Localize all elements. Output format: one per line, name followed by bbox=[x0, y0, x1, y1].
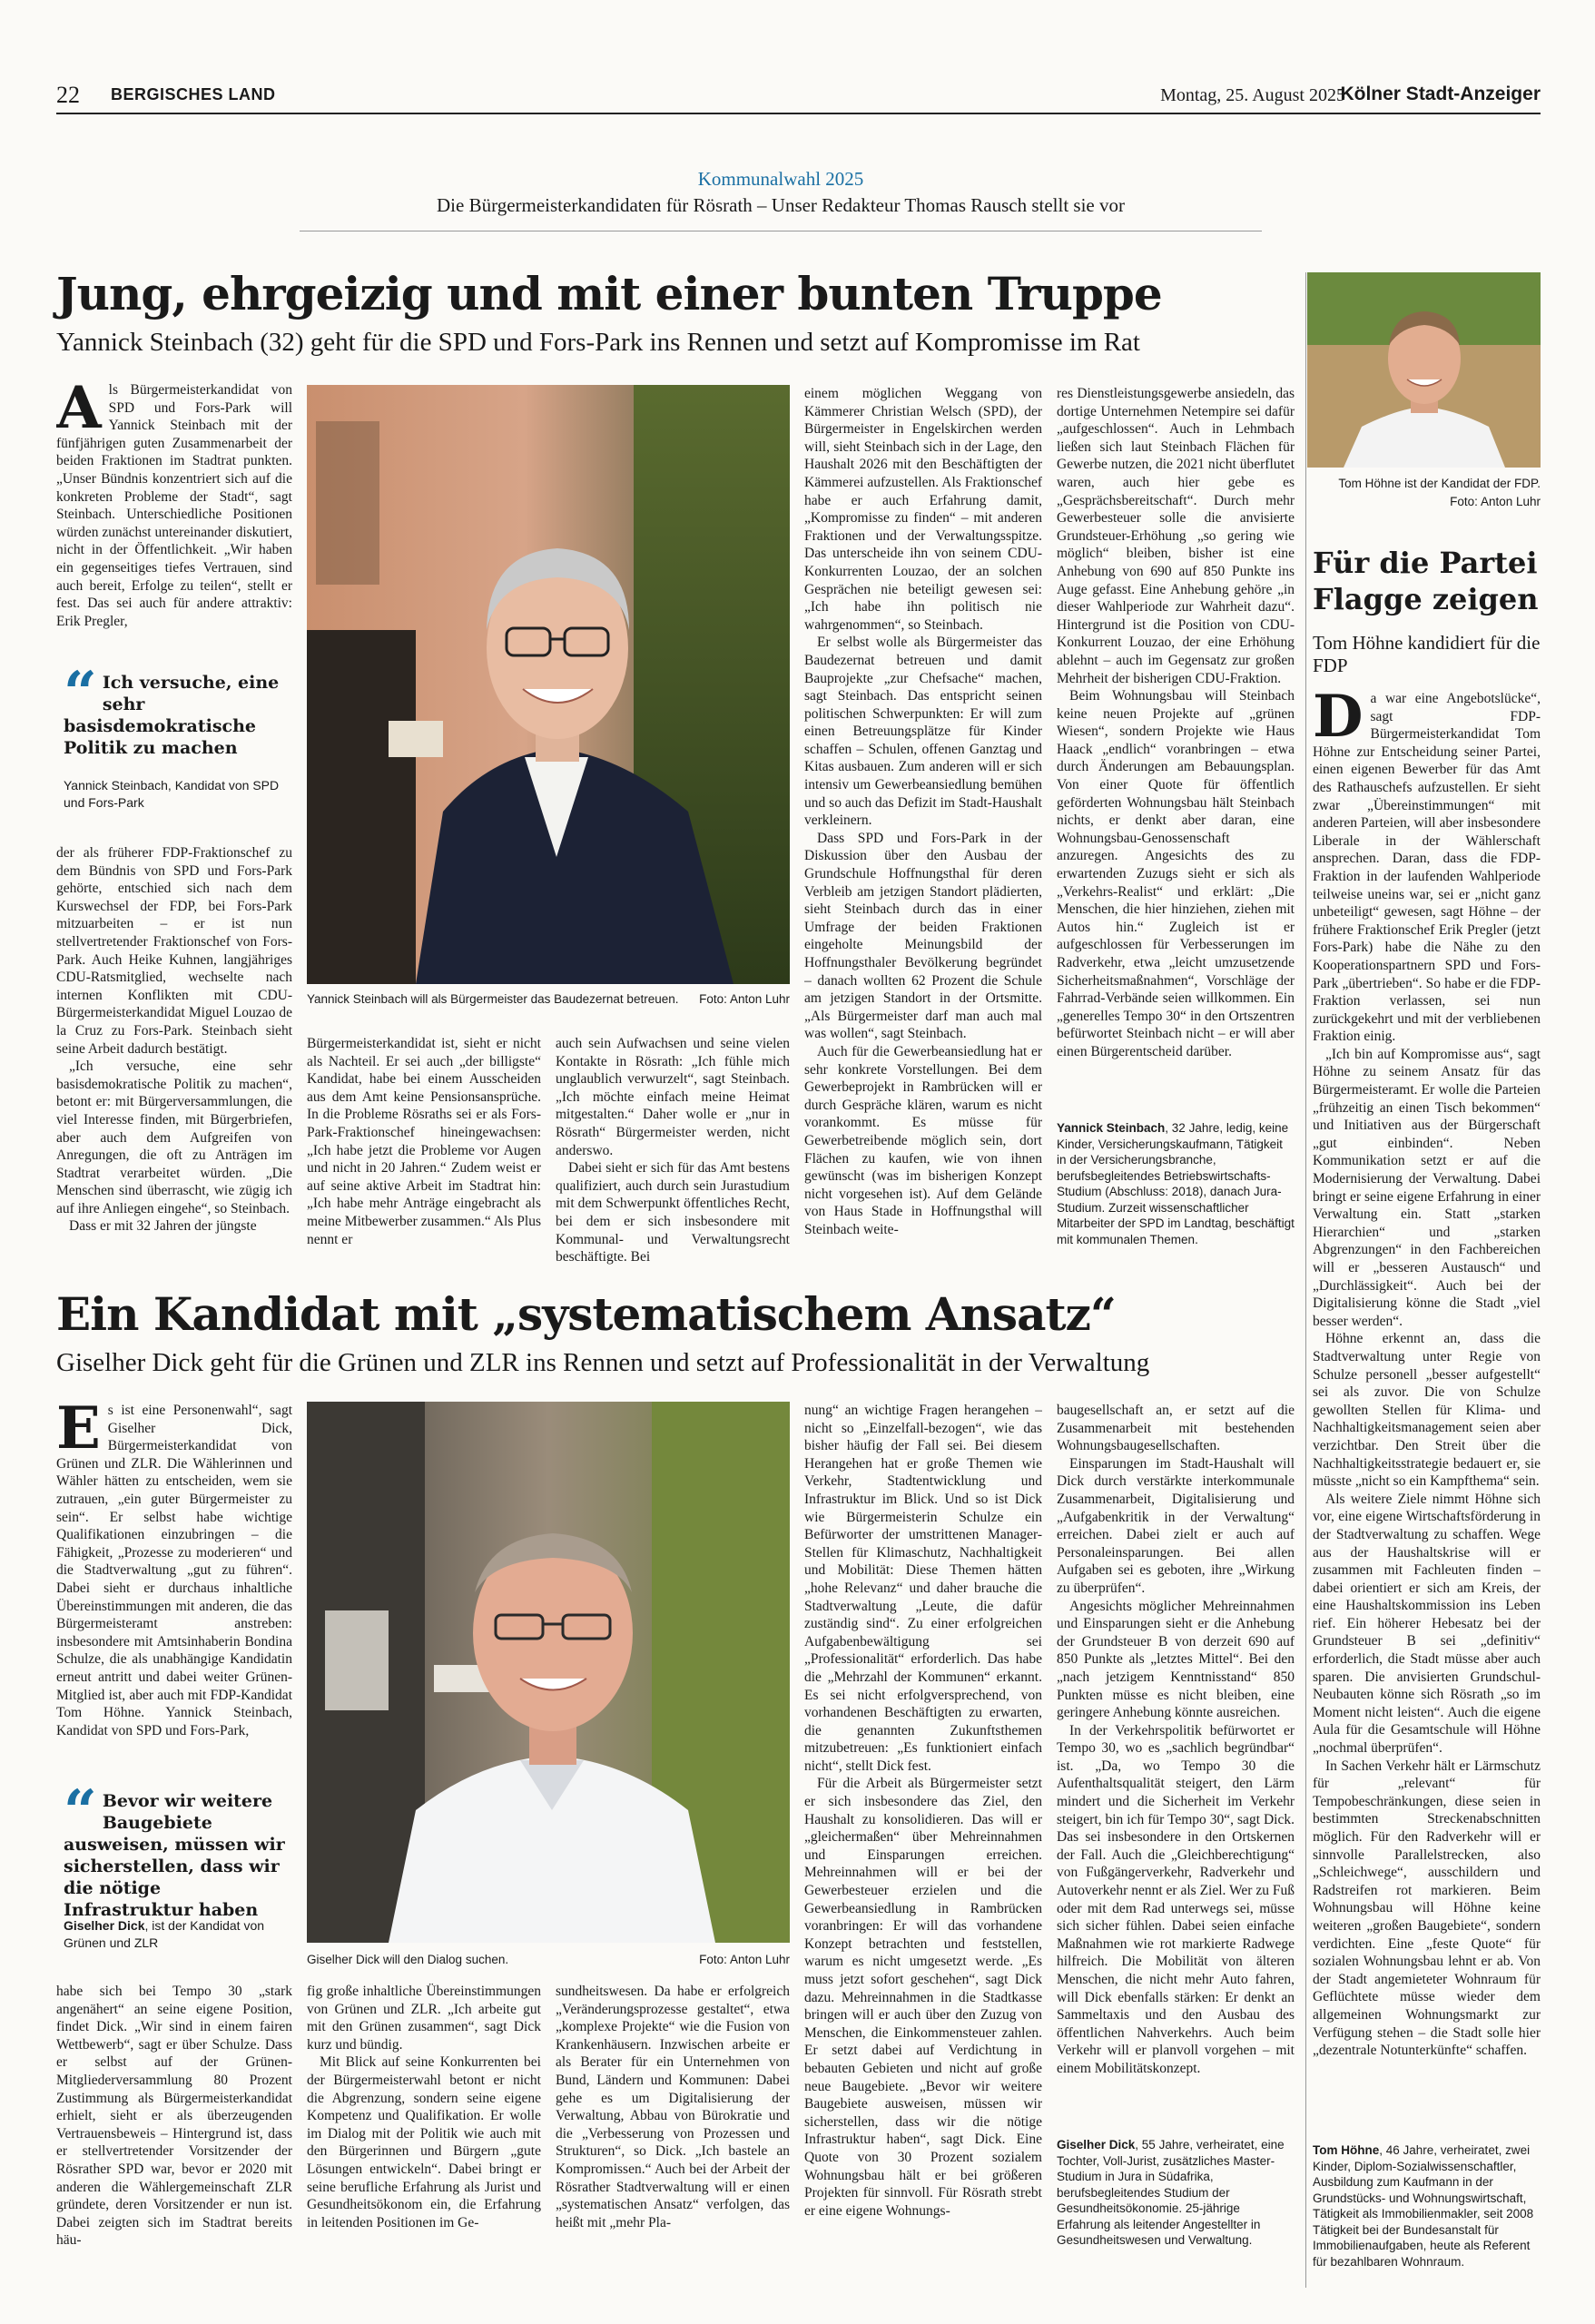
paragraph: nung“ an wichtige Fragen herangehen – nicht so „Einzelfall-bezogen“, wie das bisher häufig der Fall sei. Bei diesem Herangehen hat er große Themen wie Verkehr, Stadtentwicklung und Infrastruktur im Blick. Und so ist Dick wie Bürgermeisterin Schulze ein Befürworter der umstrittenen Manager-Stellen für Klimaschutz, Nachhaltigkeit und Mobilität: Diese Themen hätten „hohe Relevanz“ und daher brauche die Stadtverwaltung „Leute, die dafür zuständig sind“. Zu einer erfolgreichen Aufgabenbewältigung sei „Professionalität“ erforderlich. Das habe die „Mehrzahl der Kommunen“ erkannt. Es sei nicht erfolgversprechend, von vorhandenen Beschäftigten zu erwarten, die genannten Zukunftsthemen mitzubetreuen: „Es funktioniert einfach nicht“, stellt Dick fest. bbox=[804, 1403, 1042, 1774]
article1-lead: ls Bürgermeisterkandidat von SPD und Fors-Park will Yannick Steinbach mit der fünfjährigen guten Zusammenarbeit der beiden Fraktionen im Stadtrat punkten. „Unser Bündnis konzentriert sich auf die konkreten Probleme der Stadt“, sagt Steinbach. Unterschiedliche Positionen würden zunächst untereinander diskutiert, nicht in der Öffentlichkeit. „Wir haben ein gegenseitiges tiefes Vertrauen, sind auch bereit, Erfolge zu teilen“, stellt er fest. Das sei auch für andere attraktiv: Erik Pregler, bbox=[56, 382, 292, 629]
paragraph: res Dienstleistungsgewerbe ansiedeln, das dortige Unternehmen Netempire sei dafür „aufgeschlossen“. Auch in Lehmbach ließen sich laut Steinbach Flächen für Gewerbe nutzen, die 2021 nicht überflutet waren, auch hier gebe es „Gesprächsbereitschaft“. Durch mehr Gewerbesteuer solle die anvisierte Grundsteuer-Erhöhung „so gering wie möglich“ bleiben, bisher ist eine Anhebung von 690 auf 850 Punkte ins Auge gefasst. Eine Anhebung gehöre „in dieser Wahlperiode zur Wahrheit dazu“. Hintergrund ist die Position von CDU-Konkurrent Louzao, der eine Erhöhung ablehnt – auch im Gegensatz zur großen Mehrheit der bisherigen CDU-Fraktion. bbox=[1057, 386, 1295, 686]
sidebar-body bbox=[1313, 690, 1541, 2133]
sidebar-photo-credit: Foto: Anton Luhr bbox=[1450, 495, 1541, 508]
bio-name: Tom Höhne bbox=[1313, 2143, 1380, 2157]
paragraph: baugesellschaft an, er setzt auf die Zusammenarbeit mit bestehenden Wohnungsbaugesellschaften. bbox=[1057, 1403, 1295, 1454]
sidebar-photo-caption: Tom Höhne ist der Kandidat der FDP. bbox=[1338, 477, 1541, 490]
paragraph: Einsparungen im Stadt-Haushalt will Dick durch verstärkte interkommunale Zusammenarbeit, Digitalisierung und „Aufgabenkritik in der Verwaltung“ erreichen. Dabei zielt er auch auf Personaleinsparungen. Bei allen Aufgaben sei es geboten, ihre „Wirkung zu überprüfen“. bbox=[1057, 1455, 1295, 1596]
quote-attribution-name: Giselher Dick bbox=[64, 1918, 145, 1933]
article1-col4 bbox=[804, 385, 1042, 1338]
bio-name: Giselher Dick bbox=[1057, 2138, 1136, 2152]
article2-col2 bbox=[307, 1983, 541, 2273]
article1-photo-credit: Foto: Anton Luhr bbox=[699, 992, 790, 1006]
bio-text: , 55 Jahre, verheiratet, eine Tochter, Voll-Jurist, zusätzliches Master-Studium in Jura in Südafrika, berufsbegleitendes Studium der Gesundheitsökonomie. 25-jährige Erfahrung als leitender Angestellter in Gesundheitswesen und Verwaltung. bbox=[1057, 2138, 1285, 2247]
quote-mark-icon: “ bbox=[64, 659, 97, 727]
article1-col1-bottom bbox=[56, 844, 292, 1344]
paragraph: Als weitere Ziele nimmt Höhne sich vor, eine eigene Wirtschaftsförderung in der Stadtverwaltung zu schaffen. Wege aus der Haushaltskrise will er zusammen mit Fachleuten finden – dabei orientiert er sich am Kreis, der eine Haushaltskommission ins Leben rief. Ein höherer Hebesatz bei der Grundsteuer B sei „definitiv“ erforderlich, die Stadt müsse aber auch sparen. Die anvisierten Grundschul-Neubauten könne sich Rösrath „so im Moment nicht leisten“. Auch die eigene Aula für die Gesamtschule will Höhne „nochmal überprüfen“. bbox=[1313, 1491, 1541, 1757]
tom-hoehne-photo bbox=[1307, 272, 1541, 468]
sidebar-bio bbox=[1313, 2142, 1541, 2270]
paragraph: Beim Wohnungsbau will Steinbach keine neuen Projekte auf „grünen Wiesen“, sondern Projekte wie Haus Haack „endlich“ voranbringen – etwa durch Änderungen am Bebauungsplan. Von einer Quote für öffentlich geförderten Wohnungsbau hält Steinbach nichts, er denkt aber daran, eine Wohnungsbau-Genossenschaft anzuregen. Angesichts des zu erwartenden Zuzugs sieht er sich als „Verkehrs-Realist“ und erklärt: „Die Menschen, die hier hinziehen, ziehen mit Autos hin.“ Zugleich ist er aufgeschlossen für Verbesserungen im Radverkehr, etwa „leicht umzusetzende Sicherheitsmaßnahmen“, Vorschläge der Fahrrad-Verbände seien willkommen. Ein „generelles Tempo 30“ in den Ortszentren befürwortet Steinbach nicht – er will aber einen Bürgerentscheid darüber. bbox=[1057, 688, 1295, 1059]
paragraph: habe sich bei Tempo 30 „stark angenähert“ an seine eigene Position, findet Dick. „Wir sind in einem fairen Wettbewerb“, sagt er über Schulze. Dass er selbst auf der Grünen-Mitgliederversammlung 80 Prozent Zustimmung als Bürgermeisterkandidat erhielt, sieht er als überzeugenden Vertrauensbeweis – Hintergrund ist, dass er stellvertretender Vorsitzender der Rösrather SPD war, bevor er 2020 mit anderen die Wählergemeinschaft ZLR gründete, deren Vorsitzender er nun ist. Dabei zeigten sich im Stadtrat bereits häu- bbox=[56, 1984, 292, 2249]
article2-quote-attribution bbox=[64, 1917, 290, 1952]
article2-quote-text: Bevor wir weitere Baugebiete ausweisen, müssen wir sicherstellen, dass wir die nötige Infrastruktur haben bbox=[64, 1791, 285, 1920]
issue-date: Montag, 25. August 2025 bbox=[1160, 85, 1345, 105]
article1-quote-text: Ich versuche, eine sehr basisdemokratische Politik zu machen bbox=[64, 673, 280, 758]
paragraph: Auch für die Gewerbeansiedlung hat er sehr konkrete Vorstellungen. Bei dem Gewerbeprojekt in Rambrücken will er durch Gespräche klären, warum es nicht vorankommt. Es müsse für Gewerbetreibende möglich sein, dort Flächen zu kaufen, wie von ihnen gewünscht (was im bisherigen Konzept nicht vorgesehen ist). Auf dem Gelände von Haus Stade in Hoffnungsthal will Steinbach weite- bbox=[804, 1043, 1042, 1237]
kicker-title: Kommunalwahl 2025 bbox=[697, 168, 864, 190]
article2-quote bbox=[64, 1777, 290, 1921]
paragraph: In der Verkehrspolitik befürwortet er Tempo 30, wo es „sachlich begründbar“ ist. „Da, wo Tempo 30 die Aufenthaltsqualität steigert, den Lärm mindert und die Sicherheit im Verkehr steigert, bin ich für Tempo 30“, sagt Dick. Das sei insbesondere in den Ortskernen der Fall. Auch die „Gleichberechtigung“ von Fußgängerverkehr, Radverkehr und Autoverkehr nennt er als Ziel. Wer zu Fuß oder mit dem Rad unterwegs sei, müsse sich sicher fühlen. Dabei seien einfache Maßnahmen wie rot markierte Radwege hilfreich. Die Mobilität von älteren Menschen, die nicht mehr Auto fahren, will Dick ebenfalls stärken: Er denkt an Sammeltaxis und den Ausbau des öffentlichen Nahverkehrs. Auch beim Verkehr will er planvoll vorgehen – mit einem Mobilitätskonzept. bbox=[1057, 1722, 1295, 2076]
page-number: 22 bbox=[56, 82, 80, 108]
paragraph: sundheitswesen. Da habe er erfolgreich „Veränderungsprozesse gestaltet“, etwa „komplexe Projekte“ wie die Fusion von Krankenhäusern. Inzwischen arbeite er als Berater für ein Unternehmen von Bund, Ländern und Kommunen: Dabei gehe es um Digitalisierung der Verwaltung, Abbau von Bürokratie und die „Verbesserung von Prozessen und Strukturen“, so Dick. „Ich bastele an Kompromissen.“ Auch bei der Arbeit der Rösrather Stadtverwaltung will er einen „systematischen Ansatz“ verfolgen, das heißt mit „mehr Pla- bbox=[556, 1984, 790, 2230]
paragraph: In Sachen Verkehr hält er Lärmschutz für „relevant“ für Tempobeschränkungen, diese seien in bestimmten Streckenabschnitten möglich. Für den Radverkehr will er sinnvolle Parallelstrecken, also „Schleichwege“, ausschildern und Radstreifen rot markieren. Beim Wohnungsbau will Höhne keine weiteren „großen Baugebiete“, sondern verdichten. Eine „feste Quote“ für sozialen Wohnungsbau lehnt er ab. Von der Stadt angemieteter Wohnraum für Geflüchtete müsse wieder dem allgemeinen Wohnungsmarkt zur Verfügung stehen – die Stadt solle hier „dezentrale Notunterkünfte“ schaffen. bbox=[1313, 1758, 1541, 2059]
bio-text: , 46 Jahre, verheiratet, zwei Kinder, Diplom-Sozialwissenschaftler, Ausbildung zum Kaufmann in der Grundstücks- und Wohnungswirtschaft, Tätigkeit als Immobilienmakler, seit 2008 Tätigkeit bei der Bundesanstalt für Immobilienaufgaben, heute als Referent für bezahlbaren Wohnraum. bbox=[1313, 2143, 1534, 2269]
paragraph: Dass SPD und Fors-Park in der Diskussion über den Ausbau der Grundschule Hoffnungsthal für deren Verbleib am jetzigen Standort plädierten, sieht Steinbach durch das in einer Umfrage der beiden Fraktionen eingeholte Meinungsbild der Hoffnungsthaler Bevölkerung begründet – danach wollten 62 Prozent die Schule am jetzigen Standort in der Ortsmitte. „Als Bürgermeister darf man auch mal was wollen“, sagt Steinbach. bbox=[804, 830, 1042, 1042]
quote-attribution-text: , ist der Kandidat von Grünen und ZLR bbox=[64, 1918, 265, 1950]
sidebar-dropcap: D bbox=[1313, 690, 1364, 751]
sidebar-headline: Für die Partei Flagge zeigen bbox=[1313, 546, 1539, 616]
paragraph: „Ich bin auf Kompromisse aus“, sagt Höhne zu seinem Ansatz für das Bürgermeisteramt. Er wolle die Parteien „frühzeitig an einen Tisch bekommen“ und Initiativen aus der Bürgerschaft „gut einbinden“. Neben Kommunikation setzt er auf die Modernisierung der Verwaltung. Dabei bringt er seine eigene Erfahrung in einer Verwaltung ein. Statt „starken Hierarchien“ und „starken Abgrenzungen“ in den Fachbereichen will er „besseren Austausch“ und „Durchlässigkeit“. Auch bei der Digitalisierung könne die Stadt „viel besser werden“. bbox=[1313, 1046, 1541, 1329]
article2-bio bbox=[1057, 2137, 1295, 2249]
paragraph bbox=[1313, 690, 1541, 1046]
kicker-subtitle: Die Bürgermeisterkandidaten für Rösrath – Unser Redakteur Thomas Rausch stellt sie vor bbox=[437, 194, 1125, 216]
article2-lead: s ist eine Personenwahl“, sagt Giselher Dick, Bürgermeisterkandidat von Grünen und ZLR. Die Wählerinnen und Wähler hätten zu entscheiden, wem sie zutrauen, „ein guter Bürgermeister zu sein“. Er selbst habe wichtige Qualifikationen einzubringen – die Fähigkeit, „Prozesse zu moderieren“ und die Stadtverwaltung „gut zu führen“. Dabei sieht er durchaus inhaltliche Übereinstimmungen mit anderen, die das Bürgermeisteramt anstreben: insbesondere mit Amtsinhaberin Bondina Schulze, die als unabhängige Kandidatin erneut antritt und dabei weiter Grünen-Mitglied ist, aber auch mit FDP-Kandidat Tom Höhne. Yannick Steinbach, Kandidat von SPD und Fors-Park, bbox=[56, 1403, 292, 1738]
page-header bbox=[56, 78, 1541, 114]
quote-mark-icon: “ bbox=[64, 1777, 97, 1846]
article2-subhead: Giselher Dick geht für die Grünen und ZLR ins Rennen und setzt auf Professionalität in der Verwaltung bbox=[56, 1348, 1150, 1377]
article2-col1-bottom bbox=[56, 1983, 292, 2273]
article1-quote-attribution: Yannick Steinbach, Kandidat von SPD und Fors-Park bbox=[64, 778, 280, 810]
article2-col5 bbox=[1057, 1402, 1295, 2128]
section-name: BERGISCHES LAND bbox=[111, 85, 276, 103]
article1-headline: Jung, ehrgeizig und mit einer bunten Truppe bbox=[56, 267, 1162, 320]
bio-text: , 32 Jahre, ledig, keine Kinder, Versicherungskaufmann, Tätigkeit in der Versicherungsbranche, berufsbegleitendes Betriebswirtschafts-Studium (Abschluss: 2018), danach Jura-Studium. Zurzeit wissenschaftlicher Mitarbeiter der SPD im Landtag, beschäftigt mit kommunalen Themen. bbox=[1057, 1121, 1295, 1246]
article1-col1-top bbox=[56, 381, 292, 645]
paragraph: Bürgermeisterkandidat ist, sieht er nicht als Nachteil. Er sei auch „der billigste“ Kandidat, habe bei einem Ausscheiden aus dem Amt keine Pensionsansprüche. In die Probleme Rösraths sei er als Fors-Park-Fraktionschef hineingewachsen: „Ich habe jetzt die Probleme vor Augen und nicht in 20 Jahren.“ Zudem weist er auf seine aktive Arbeit im Stadtrat hin: „Ich habe mehr Anträge eingebracht als meine Mitbewerber zusammen.“ Als Plus nennt er bbox=[307, 1036, 541, 1247]
giselher-dick-photo bbox=[307, 1402, 790, 1943]
paragraph: Dabei sieht er sich für das Amt bestens qualifiziert, auch durch sein Jurastudium mit dem Schwerpunkt öffentliches Recht, bei dem er sich insbesondere mit Kommunal- und Verwaltungsrecht beschäftigte. Bei bbox=[556, 1160, 790, 1265]
article1-subhead: Yannick Steinbach (32) geht für die SPD und Fors-Park ins Rennen und setzt auf Kompromisse im Rat bbox=[56, 328, 1140, 357]
article2-headline: Ein Kandidat mit „systematischem Ansatz“ bbox=[56, 1287, 1116, 1341]
paragraph: Mit Blick auf seine Konkurrenten bei der Bürgermeisterwahl betont er nicht die Abgrenzung, sondern seine eigene Kompetenz und Qualifikation. Er wolle im Dialog mit der Politik wie auch mit den Bürgerinnen und Bürgern „gute Lösungen entwickeln“. Dabei bringt er seine berufliche Erfahrung als Jurist und Gesundheitsökonom ein, die Erfahrung in leitenden Positionen im Ge- bbox=[307, 2054, 541, 2230]
article2-col1-top bbox=[56, 1402, 292, 1792]
article2-photo-credit: Foto: Anton Luhr bbox=[699, 1953, 790, 1966]
paragraph: Für die Arbeit als Bürgermeister setzt er sich insbesondere das Ziel, den Haushalt zu konsolidieren. Das will er „gleichermaßen“ über Mehreinnahmen und Einsparungen erreichen. Mehreinnahmen will er bei der Gewerbesteuer erzielen und die Gewerbeansiedlung in Rambrücken voranbringen: Er will das vorhandene Konzept betrachten und feststellen, warum es nicht umgesetzt werde. „Es muss jetzt sofort geschehen“, sagt Dick dazu. Mehreinnahmen in die Stadtkasse bringen will er auch über den Zuzug von Menschen, die Einkommensteuer zahlen. Er setzt dabei auf Verdichtung in bebauten Gebieten und nicht auf große neue Baugebiete. „Bevor wir weitere Baugebiete ausweisen, müssen wir sicherstellen, dass wir die nötige Infrastruktur haben“, sagt Dick. Eine Quote von 30 Prozent sozialem Wohnungsbau hält er bei größeren Projekten für sinnvoll. Für Rösrath strebt er eine eigene Wohnungs- bbox=[804, 1776, 1042, 2219]
sidebar-lead: a war eine Angebotslücke“, sagt FDP-Bürgermeisterkandidat Tom Höhne zur Entscheidung seiner Partei, einen eigenen Bewerber für das Amt des Rathauschefs aufzustellen. Er sieht zwar „Übereinstimmungen“ mit anderen Parteien, will aber insbesondere Liberale in der Wählerschaft ansprechen. Daran, dass die FDP-Fraktion in der laufenden Wahlperiode teilweise uneins war, sei er „nicht ganz unbeteiligt“ gewesen, sagt Höhne – der frühere Fraktionschef Erik Pregler (jetzt Fors-Park) habe die Nähe zu den Kooperationspartnern SPD und Fors-Park „übertrieben“. So habe er die FDP-Fraktion verlassen, sei nun zurückgekehrt und mit der verbliebenen Fraktion einig. bbox=[1313, 691, 1541, 1045]
sidebar-divider bbox=[1305, 272, 1306, 2288]
paragraph: auch sein Aufwachsen und seine vielen Kontakte in Rösrath: „Ich fühle mich unglaublich verwurzelt“, sagt Steinbach. „Ich möchte einfach meine Heimat mitgestalten.“ Daher wolle er „nur in Rösrath“ Bürgermeister werden, nicht anderswo. bbox=[556, 1036, 790, 1158]
article2-photo-caption: Giselher Dick will den Dialog suchen. bbox=[307, 1953, 509, 1966]
paragraph: Dass er mit 32 Jahren der jüngste bbox=[69, 1218, 257, 1235]
article1-quote bbox=[64, 659, 290, 759]
article2-col3 bbox=[556, 1983, 790, 2273]
paragraph: Höhne erkennt an, dass die Stadtverwaltung unter Regie von Schulze personell „besser aufgestellt“ sei als zuvor. Die von Schulze gewollten Stellen für Klima- und Nachhaltigkeitsmanagement seien aber verzichtbar. Den Streit über die Nachhaltigkeitsstrategie bedauert er, sie müsste „nicht so ein Kampfthema“ sein. bbox=[1313, 1331, 1541, 1490]
article1-col5 bbox=[1057, 385, 1295, 1102]
paragraph: Er selbst wolle als Bürgermeister das Baudezernat betreuen und damit Bauprojekte „zur Chefsache“ machen, sagt Steinbach. Das entspricht seinen politischen Schwerpunkten: Er will zum einen Betreuungsplätze für Kinder schaffen – Schulen, offenen Ganztag und Kitas ausbauen. Zum anderen will er sich intensiv um Gewerbeansiedlung bemühen und so auch das Defizit im Stadt-Haushalt verkleinern. bbox=[804, 635, 1042, 829]
yannick-steinbach-photo bbox=[307, 385, 790, 984]
paragraph: der als früherer FDP-Fraktionschef zu dem Bündnis von SPD und Fors-Park gehörte, entschied sich nach dem Kurswechsel der FDP, bei Fors-Park mitzuarbeiten – er ist nun stellvertretender Fraktionschef von Fors-Park. Auch Heike Kuhnen, langjähriges CDU-Ratsmitglied, wechselte nach internen Konflikten mit CDU-Bürgermeisterkandidat Miguel Louzao de la Cruz zu Fors-Park. Steinbach sieht seine Arbeit dadurch bestätigt. bbox=[56, 845, 292, 1057]
article1-dropcap: A bbox=[56, 381, 102, 442]
paragraph: Angesichts möglicher Mehreinnahmen und Einsparungen sieht er die Anhebung der Grundsteuer B von derzeit 690 auf 850 Punkte als „letztes Mittel“. Bei den „nach jetzigem Kenntnisstand“ 850 Punkten müsse es nicht bleiben, eine geringere Anhebung könnte ausreichen. bbox=[1057, 1598, 1295, 1721]
article1-bio bbox=[1057, 1120, 1295, 1247]
bio-name: Yannick Steinbach bbox=[1057, 1121, 1166, 1135]
article1-photo-caption: Yannick Steinbach will als Bürgermeister das Baudezernat betreuen. bbox=[307, 992, 679, 1006]
article2-col4 bbox=[804, 1402, 1042, 2273]
paragraph: fig große inhaltliche Übereinstimmungen von Grünen und ZLR. „Ich arbeite gut mit den Grünen zusammen“, sagt Dick kurz und bündig. bbox=[307, 1984, 541, 2053]
paragraph: „Ich versuche, eine sehr basisdemokratische Politik zu machen“, betont er: mit Bürgerversammlungen, die viel Interesse finden, mit Bürgerbriefen, aber auch dem Aufgreifen von Anregungen, die oft zu Anträgen im Stadtrat verarbeitet würden. „Die Menschen sind überrascht, wie zügig ich auf ihre Anliegen eingehe“, so Steinbach. bbox=[56, 1059, 292, 1216]
sidebar-subhead: Tom Höhne kandidiert für die FDP bbox=[1313, 632, 1541, 676]
paragraph: einem möglichen Weggang von Kämmerer Christian Welsch (SPD), der Bürgermeister in Engelskirchen werden will, sieht Steinbach sich in der Lage, den Haushalt 2026 mit den Beschäftigten der Kämmerei aufzustellen. Als Fraktionschef habe er auch Erfahrung damit, „Kompromisse zu finden“ – mit anderen Fraktionen und der Verwaltungsspitze. Das unterscheide ihn von seinem CDU-Konkurrenten Louzao, der an solchen Gesprächen nie beteiligt gewesen sei: „Ich habe ihn politisch nie wahrgenommen“, so Steinbach. bbox=[804, 386, 1042, 633]
article2-dropcap: E bbox=[56, 1402, 101, 1462]
newspaper-name: Kölner Stadt-Anzeiger bbox=[1340, 84, 1541, 104]
